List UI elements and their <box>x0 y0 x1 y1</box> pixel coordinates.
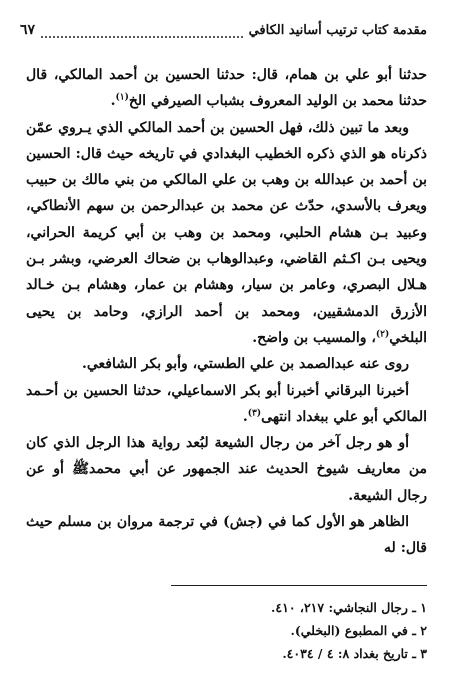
header-title: مقدمة كتاب ترتيب أسانيد الكافي <box>248 22 427 38</box>
running-header <box>20 18 427 42</box>
paragraph-5 <box>26 430 427 509</box>
header-dot-leader <box>41 22 243 38</box>
paragraph-tail: ، والمسيب بن واضح. <box>252 329 376 346</box>
main-text <box>26 62 427 562</box>
footnote-ref-2: (٢) <box>375 329 390 340</box>
paragraph-1 <box>26 62 427 115</box>
paragraph-text: روى عنه عبدالصمد بن علي الطستي، وأبو بكر الشافعي. <box>81 356 409 373</box>
page-number: ٦٧ <box>20 22 36 38</box>
footnote-separator <box>171 585 427 586</box>
footnote-ref-1: (١) <box>115 92 129 103</box>
paragraph-2 <box>26 115 427 352</box>
footnote-3: ٣ ـ تاريخ بغداد ٨: ٤ / ٤٠٣٤. <box>282 646 427 661</box>
paragraph-text: الظاهر هو الأول كما في (جش) في ترجمة مروان بن مسلم حيث قال: له <box>26 514 427 557</box>
paragraph-text: أو هو رجل آخر من رجال الشيعة لبُعد رواية هذا الرجل الذي كان من معاريف شيوخ الحديث عند الجمهور عن أبي محمدﷺ أو عن رجال الشيعة. <box>26 435 427 504</box>
paragraph-text: أخبرنا البرقاني أخبرنا أبو بكر الاسماعيلي، حدثنا الحسين بن أحـمد المالكي أبو علي ببغداد انتهى <box>26 382 427 425</box>
paragraph-4 <box>26 378 427 431</box>
paragraph-text: حدثنا أبو علي بن همام، قال: حدثنا الحسين بن أحمد المالكي، قال حدثنا محمد بن الوليد المعروف بشباب الصيرفي الخ <box>26 67 427 110</box>
footnote-1: ١ ـ رجال النجاشي: ٢١٧، ٤١٠. <box>271 600 427 615</box>
paragraph-3 <box>26 351 427 377</box>
paragraph-6 <box>26 509 427 562</box>
footnote-ref-3: (٣) <box>247 408 262 419</box>
paragraph-tail: . <box>242 408 248 425</box>
paragraph-tail: . <box>110 93 116 110</box>
paragraph-text: وبعد ما تبين ذلك، فهل الحسين بن أحمد المالكي الذي يـروي عمّن ذكرناه هو الذي ذكره الخطيب البغدادي في تاريخه حيث قال: الحسين بن أحمد بن عبدالله بن وهب بن علي المالكي من بني مالك بن حبيب ويعرف بالأسدي، حدّث عن محمد بن عبدالرحمن بن سهم الأنطاكي، وعبيد بـن هشام الحلبي، ومحمد بن وهب بن أبي كريمة الحراني، ويحيى بـن اكـثم القاضي، وعبدالوهاب بن ضحاك العرضي، وبشر بـن هـلال البصري، وعامر بن سيار، وهشام بن عمار، وهشام بـن خـالد الأزرق الدمشقيين، ومحمد بن أحمد الرازي، وحامد بن يحيى البلخي <box>26 119 427 346</box>
footnote-2: ٢ ـ في المطبوع (البخلي). <box>290 623 427 638</box>
footnotes <box>26 596 427 665</box>
